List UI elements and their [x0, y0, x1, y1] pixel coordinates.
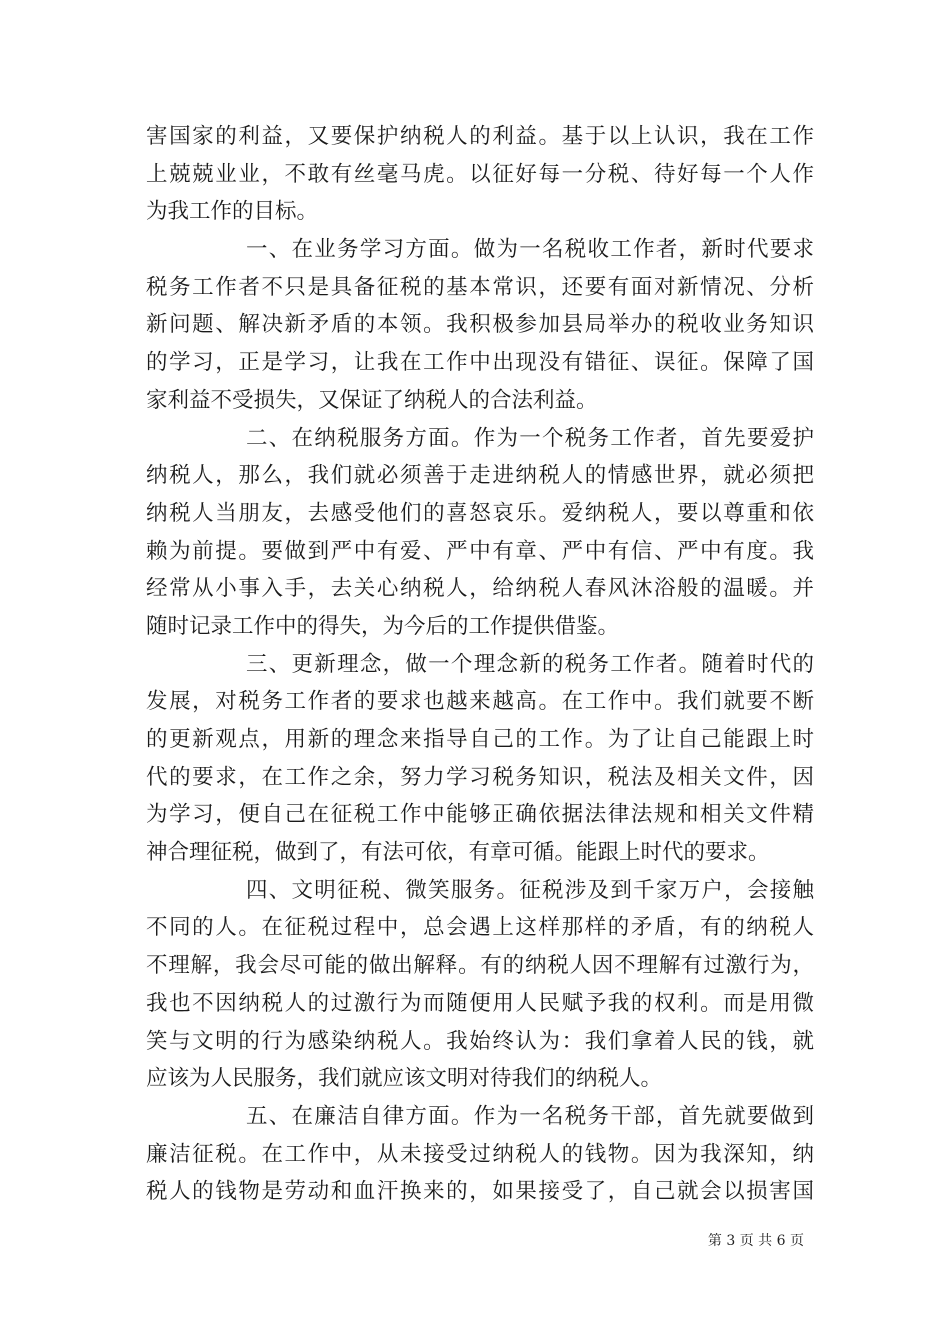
text-line: 害国家的利益，又要保护纳税人的利益。基于以上认识，我在工作: [146, 124, 814, 149]
text-line: 家利益不受损失，又保证了纳税人的合法利益。: [146, 387, 598, 413]
text-line: 不同的人。在征税过程中，总会遇上这样那样的矛盾，有的纳税人: [146, 915, 814, 941]
text-line: 的更新观点，用新的理念来指导自己的工作。为了让自己能跟上时: [146, 727, 814, 752]
text-line: 笑与文明的行为感染纳税人。我始终认为：我们拿着人民的钱，就: [146, 1028, 814, 1054]
text-line: 为我工作的目标。: [146, 199, 319, 225]
text-line: 经常从小事入手，去关心纳税人，给纳税人春风沐浴般的温暖。并: [146, 576, 814, 602]
text-line: 不理解，我会尽可能的做出解释。有的纳税人因不理解有过激行为，: [146, 953, 814, 979]
text-line: 代的要求，在工作之余，努力学习税务知识，税法及相关文件，因: [146, 764, 814, 790]
page-number: 第 3 页 共 6 页: [707, 1233, 804, 1249]
text-line: 五、在廉洁自律方面。作为一名税务干部，首先就要做到: [246, 1103, 814, 1129]
text-line: 纳税人，那么，我们就必须善于走进纳税人的情感世界，就必须把: [146, 463, 814, 489]
document-body: [146, 118, 814, 1211]
text-line: 四、文明征税、微笑服务。征税涉及到千家万户，会接触: [246, 877, 814, 903]
text-line: 一、在业务学习方面。做为一名税收工作者，新时代要求: [246, 237, 814, 263]
text-line: 随时记录工作中的得失，为今后的工作提供借鉴。: [146, 613, 620, 639]
text-line: 上兢兢业业，不敢有丝毫马虎。以征好每一分税、待好每一个人作: [146, 161, 814, 187]
text-line: 应该为人民服务，我们就应该文明对待我们的纳税人。: [146, 1066, 663, 1092]
text-line: 我也不因纳税人的过激行为而随便用人民赋予我的权利。而是用微: [146, 990, 814, 1016]
text-line: 为学习，便自己在征税工作中能够正确依据法律法规和相关文件精: [146, 802, 814, 828]
text-line: 税务工作者不只是具备征税的基本常识，还要有面对新情况、分析: [146, 274, 814, 300]
text-line: 税人的钱物是劳动和血汗换来的，如果接受了，自己就会以损害国: [146, 1179, 814, 1205]
text-line: 廉洁征税。在工作中，从未接受过纳税人的钱物。因为我深知，纳: [146, 1141, 814, 1167]
text-line: 新问题、解决新矛盾的本领。我积极参加县局举办的税收业务知识: [146, 312, 814, 338]
text-line: 的学习，正是学习，让我在工作中出现没有错征、误征。保障了国: [146, 350, 814, 376]
text-line: 发展，对税务工作者的要求也越来越高。在工作中。我们就要不断: [146, 689, 814, 715]
text-line: 赖为前提。要做到严中有爱、严中有章、严中有信、严中有度。我: [146, 538, 814, 564]
text-line: 神合理征税，做到了，有法可依，有章可循。能跟上时代的要求。: [146, 840, 770, 866]
text-line: 纳税人当朋友，去感受他们的喜怒哀乐。爱纳税人，要以尊重和依: [146, 500, 814, 526]
text-line: 二、在纳税服务方面。作为一个税务工作者，首先要爱护: [246, 425, 814, 451]
text-line: 三、更新理念，做一个理念新的税务工作者。随着时代的: [246, 651, 814, 677]
